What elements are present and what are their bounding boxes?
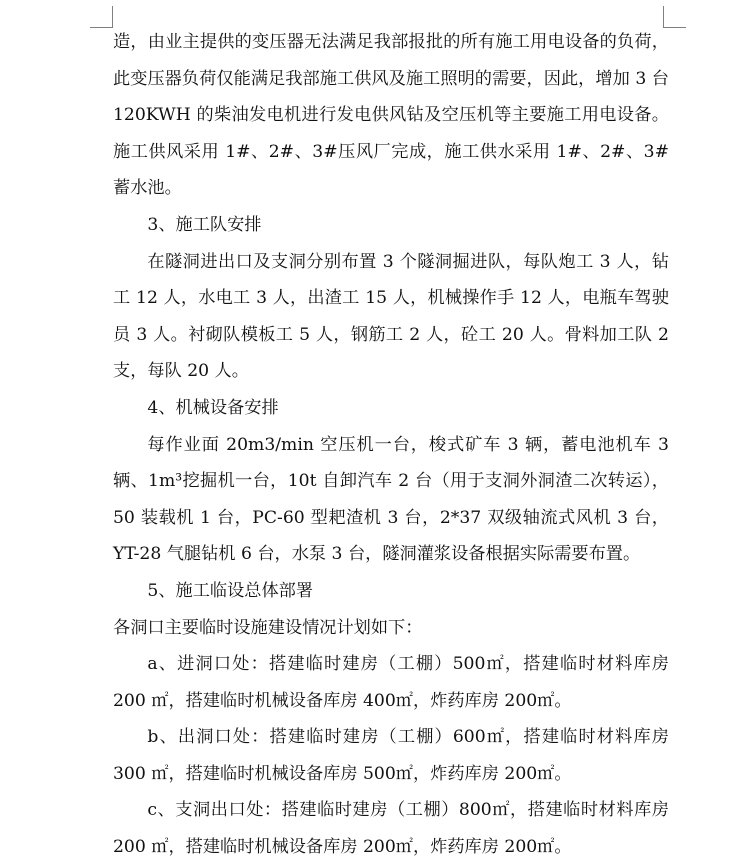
section-heading-machinery: 4、机械设备安排 <box>147 397 279 418</box>
document-body <box>113 24 669 866</box>
paragraph-machinery: 每作业面 20m3/min 空压机一台，梭式矿车 3 辆，蓄电池机车 3 辆、1m³挖掘机一台，10t 自卸汽车 2 台（用于支洞外洞渣二次转运），50 装载机 1 台，PC-60 型耙渣机 3 台，2*37 双级轴流式风机 3 台，YT-28 气腿钻机 6 台，水泵 3 台，隧洞灌浆设备根据实际需要布置。 <box>113 434 669 565</box>
paragraph-facilities-intro: 各洞口主要临时设施建设情况计划如下： <box>113 617 423 638</box>
margin-corner-mark-top-left <box>90 27 113 28</box>
list-item-entrance: a、进洞口处：搭建临时建房（工棚）500㎡，搭建临时材料库房 200 ㎡，搭建临时机械设备库房 400㎡，炸药库房 200㎡。 <box>113 654 669 711</box>
section-heading-temporary-facilities: 5、施工临设总体部署 <box>147 580 314 601</box>
list-item-branch-tunnel: c、支洞出口处：搭建临时建房（工棚）800㎡，搭建临时材料库房 200 ㎡，搭建临时机械设备库房 200㎡，炸药库房 200㎡。 <box>113 800 669 858</box>
paragraph-power-supply: 造，由业主提供的变压器无法满足我部报批的所有施工用电设备的负荷，此变压器负荷仅能满足我部施工供风及施工照明的需要，因此，增加 3 台 120KWH 的柴油发电机进行发电供风钻及空压机等主要施工用电设备。施工供风采用 1#、2#、3#压风厂完成，施工供水采用 1#、2#、3#蓄水池。 <box>113 32 669 199</box>
paragraph-construction-teams: 在隧洞进出口及支洞分别布置 3 个隧洞掘进队，每队炮工 3 人，钻工 12 人，水电工 3 人，出渣工 15 人，机械操作手 12 人，电瓶车驾驶员 3 人。衬砌队模板工 5 人，钢筋工 2 人，砼工 20 人。骨料加工队 2 支，每队 20 人。 <box>113 251 669 382</box>
list-item-exit: b、出洞口处：搭建临时建房（工棚）600㎡，搭建临时材料库房 300 ㎡，搭建临时机械设备库房 500㎡，炸药库房 200㎡。 <box>113 727 669 784</box>
section-heading-construction-teams: 3、施工队安排 <box>147 214 262 235</box>
